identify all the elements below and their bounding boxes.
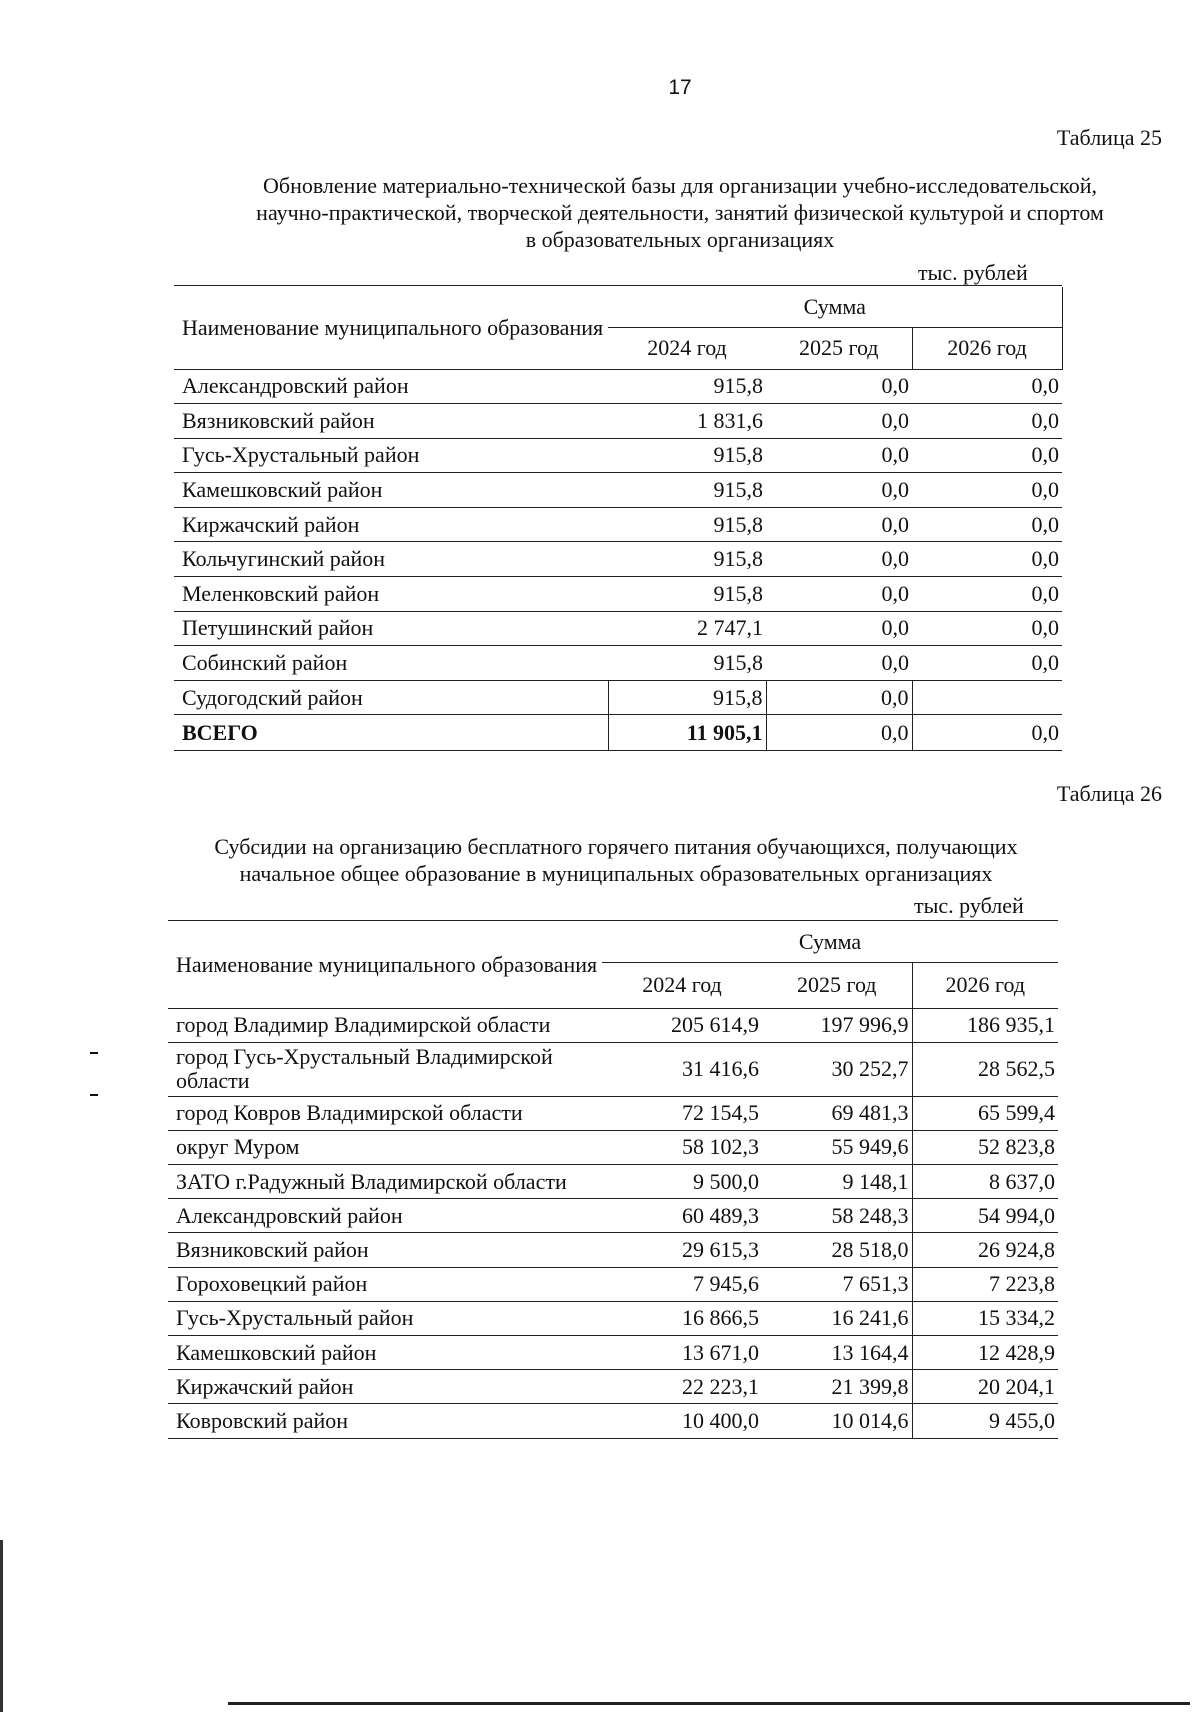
- row-name: Киржачский район: [168, 1370, 602, 1404]
- row-name: Камешковский район: [168, 1336, 602, 1370]
- title-line: в образовательных организациях: [525, 227, 835, 252]
- row-name: Меленковский район: [174, 577, 608, 612]
- table-row: [174, 611, 1062, 646]
- value-2025: 28 518,0: [762, 1233, 912, 1267]
- title-line: научно-практической, творческой деятельности, занятий физической культурой и спортом: [256, 200, 1104, 225]
- title-line: Обновление материально-технической базы для организации учебно-исследовательской,: [262, 173, 1097, 198]
- row-name: Александровский район: [168, 1199, 602, 1233]
- header-year-2025: 2025 год: [766, 327, 912, 369]
- value-2024: 205 614,9: [602, 1008, 762, 1042]
- table-25-title: [190, 172, 1170, 253]
- value-2024: 29 615,3: [602, 1233, 762, 1267]
- value-2025: 0,0: [766, 577, 912, 612]
- table-row: [168, 1008, 1058, 1042]
- table-row: [168, 1130, 1058, 1164]
- header-sum: Сумма: [602, 922, 1058, 962]
- row-name: город Ковров Владимирской области: [168, 1096, 602, 1130]
- value-2024: 72 154,5: [602, 1096, 762, 1130]
- header-name: Наименование муниципального образования: [168, 922, 602, 1008]
- value-2024: 915,8: [608, 680, 766, 715]
- table-row: [168, 1233, 1058, 1267]
- table-row: [174, 404, 1062, 439]
- row-name: Судогодский район: [174, 680, 608, 715]
- value-2026: 28 562,5: [912, 1042, 1058, 1096]
- value-2025: 9 148,1: [762, 1165, 912, 1199]
- value-2024: 915,8: [608, 369, 766, 404]
- value-2024: 915,8: [608, 507, 766, 542]
- table-row: [168, 1042, 1058, 1096]
- value-2025: 10 014,6: [762, 1404, 912, 1438]
- value-2024: 10 400,0: [602, 1404, 762, 1438]
- value-2025: 0,0: [766, 404, 912, 439]
- table-row: [174, 473, 1062, 508]
- table-25-units: тыс. рублей: [918, 260, 1028, 285]
- page-number: 17: [668, 76, 692, 99]
- row-name: округ Муром: [168, 1130, 602, 1164]
- table-row: [174, 680, 1062, 715]
- table-row: [174, 646, 1062, 681]
- table-row: [168, 1199, 1058, 1233]
- header-year-2025: 2025 год: [762, 962, 912, 1008]
- value-2025: 58 248,3: [762, 1199, 912, 1233]
- table-26-label: Таблица 26: [1056, 781, 1162, 806]
- header-year-2026: 2026 год: [912, 962, 1058, 1008]
- value-2026: 0,0: [912, 611, 1062, 646]
- value-2026: 0,0: [912, 473, 1062, 508]
- value-2024: 9 500,0: [602, 1165, 762, 1199]
- value-2024: 2 747,1: [608, 611, 766, 646]
- total-2026: 0,0: [912, 715, 1062, 751]
- value-2025: 0,0: [766, 646, 912, 681]
- table-row: [174, 577, 1062, 612]
- row-name: Гусь-Хрустальный район: [174, 438, 608, 473]
- value-2025: 21 399,8: [762, 1370, 912, 1404]
- scan-left-edge: [0, 1540, 3, 1712]
- table-25-top-rule: [174, 285, 1062, 286]
- row-name: Гороховецкий район: [168, 1267, 602, 1301]
- value-2026: 186 935,1: [912, 1008, 1058, 1042]
- value-2026: 7 223,8: [912, 1267, 1058, 1301]
- row-name: Александровский район: [174, 369, 608, 404]
- header-year-2024: 2024 год: [602, 962, 762, 1008]
- value-2025: 7 651,3: [762, 1267, 912, 1301]
- table-row: [168, 1336, 1058, 1370]
- value-2026: 0,0: [912, 542, 1062, 577]
- value-2024: 60 489,3: [602, 1199, 762, 1233]
- row-name: город Гусь-Хрустальный Владимирской области: [168, 1042, 602, 1096]
- header-sum: Сумма: [608, 287, 1062, 327]
- row-name: Вязниковский район: [168, 1233, 602, 1267]
- value-2026: 0,0: [912, 507, 1062, 542]
- table-row: [174, 438, 1062, 473]
- table-26-units: тыс. рублей: [914, 893, 1024, 918]
- row-name: ЗАТО г.Радужный Владимирской области: [168, 1165, 602, 1199]
- table-row: [168, 1096, 1058, 1130]
- row-name: Кольчугинский район: [174, 542, 608, 577]
- margin-mark: [90, 1052, 98, 1054]
- table-25: [174, 287, 1063, 751]
- value-2025: 0,0: [766, 542, 912, 577]
- table-row: [168, 1165, 1058, 1199]
- table-row: [168, 1404, 1058, 1438]
- header-year-2024: 2024 год: [608, 327, 766, 369]
- value-2025: 197 996,9: [762, 1008, 912, 1042]
- table-26-top-rule: [168, 920, 1058, 921]
- value-2024: 22 223,1: [602, 1370, 762, 1404]
- value-2026: 26 924,8: [912, 1233, 1058, 1267]
- row-name: Ковровский район: [168, 1404, 602, 1438]
- value-2024: 1 831,6: [608, 404, 766, 439]
- row-name: Гусь-Хрустальный район: [168, 1301, 602, 1335]
- total-2025: 0,0: [766, 715, 912, 751]
- value-2025: 0,0: [766, 680, 912, 715]
- row-name: город Владимир Владимирской области: [168, 1008, 602, 1042]
- value-2024: 915,8: [608, 542, 766, 577]
- table-26-title: [156, 833, 1076, 887]
- value-2026: 12 428,9: [912, 1336, 1058, 1370]
- table-row: [174, 542, 1062, 577]
- value-2024: 7 945,6: [602, 1267, 762, 1301]
- value-2026: 0,0: [912, 438, 1062, 473]
- table-row: [168, 1301, 1058, 1335]
- value-2024: 915,8: [608, 577, 766, 612]
- value-2026: 54 994,0: [912, 1199, 1058, 1233]
- value-2026: 52 823,8: [912, 1130, 1058, 1164]
- value-2026: 0,0: [912, 646, 1062, 681]
- value-2024: 915,8: [608, 438, 766, 473]
- value-2025: 0,0: [766, 473, 912, 508]
- value-2026: 0,0: [912, 369, 1062, 404]
- value-2025: 13 164,4: [762, 1336, 912, 1370]
- value-2025: 0,0: [766, 611, 912, 646]
- title-line: начальное общее образование в муниципальных образовательных организациях: [239, 861, 993, 886]
- value-2025: 0,0: [766, 438, 912, 473]
- table-26: [168, 922, 1058, 1439]
- value-2026: 65 599,4: [912, 1096, 1058, 1130]
- table-25-label: Таблица 25: [1056, 125, 1162, 150]
- table-row: [168, 1267, 1058, 1301]
- title-line: Субсидии на организацию бесплатного горячего питания обучающихся, получающих: [214, 834, 1018, 859]
- total-2024: 11 905,1: [608, 715, 766, 751]
- value-2026: [912, 680, 1062, 715]
- page-bottom-rule: [228, 1702, 1190, 1705]
- value-2024: 58 102,3: [602, 1130, 762, 1164]
- header-name: Наименование муниципального образования: [174, 287, 608, 369]
- value-2024: 13 671,0: [602, 1336, 762, 1370]
- row-name: Петушинский район: [174, 611, 608, 646]
- value-2026: 0,0: [912, 577, 1062, 612]
- table-row: [174, 369, 1062, 404]
- margin-mark: [90, 1094, 98, 1096]
- table-row: [168, 1370, 1058, 1404]
- value-2026: 8 637,0: [912, 1165, 1058, 1199]
- row-name: Собинский район: [174, 646, 608, 681]
- value-2025: 69 481,3: [762, 1096, 912, 1130]
- total-label: ВСЕГО: [174, 715, 608, 751]
- value-2026: 15 334,2: [912, 1301, 1058, 1335]
- value-2026: 20 204,1: [912, 1370, 1058, 1404]
- value-2024: 16 866,5: [602, 1301, 762, 1335]
- row-name: Камешковский район: [174, 473, 608, 508]
- value-2025: 0,0: [766, 369, 912, 404]
- value-2025: 30 252,7: [762, 1042, 912, 1096]
- value-2024: 31 416,6: [602, 1042, 762, 1096]
- value-2025: 16 241,6: [762, 1301, 912, 1335]
- row-name: Вязниковский район: [174, 404, 608, 439]
- value-2025: 55 949,6: [762, 1130, 912, 1164]
- row-name: Киржачский район: [174, 507, 608, 542]
- value-2026: 0,0: [912, 404, 1062, 439]
- header-year-2026: 2026 год: [912, 327, 1062, 369]
- value-2024: 915,8: [608, 646, 766, 681]
- table-row: [174, 507, 1062, 542]
- value-2025: 0,0: [766, 507, 912, 542]
- value-2024: 915,8: [608, 473, 766, 508]
- value-2026: 9 455,0: [912, 1404, 1058, 1438]
